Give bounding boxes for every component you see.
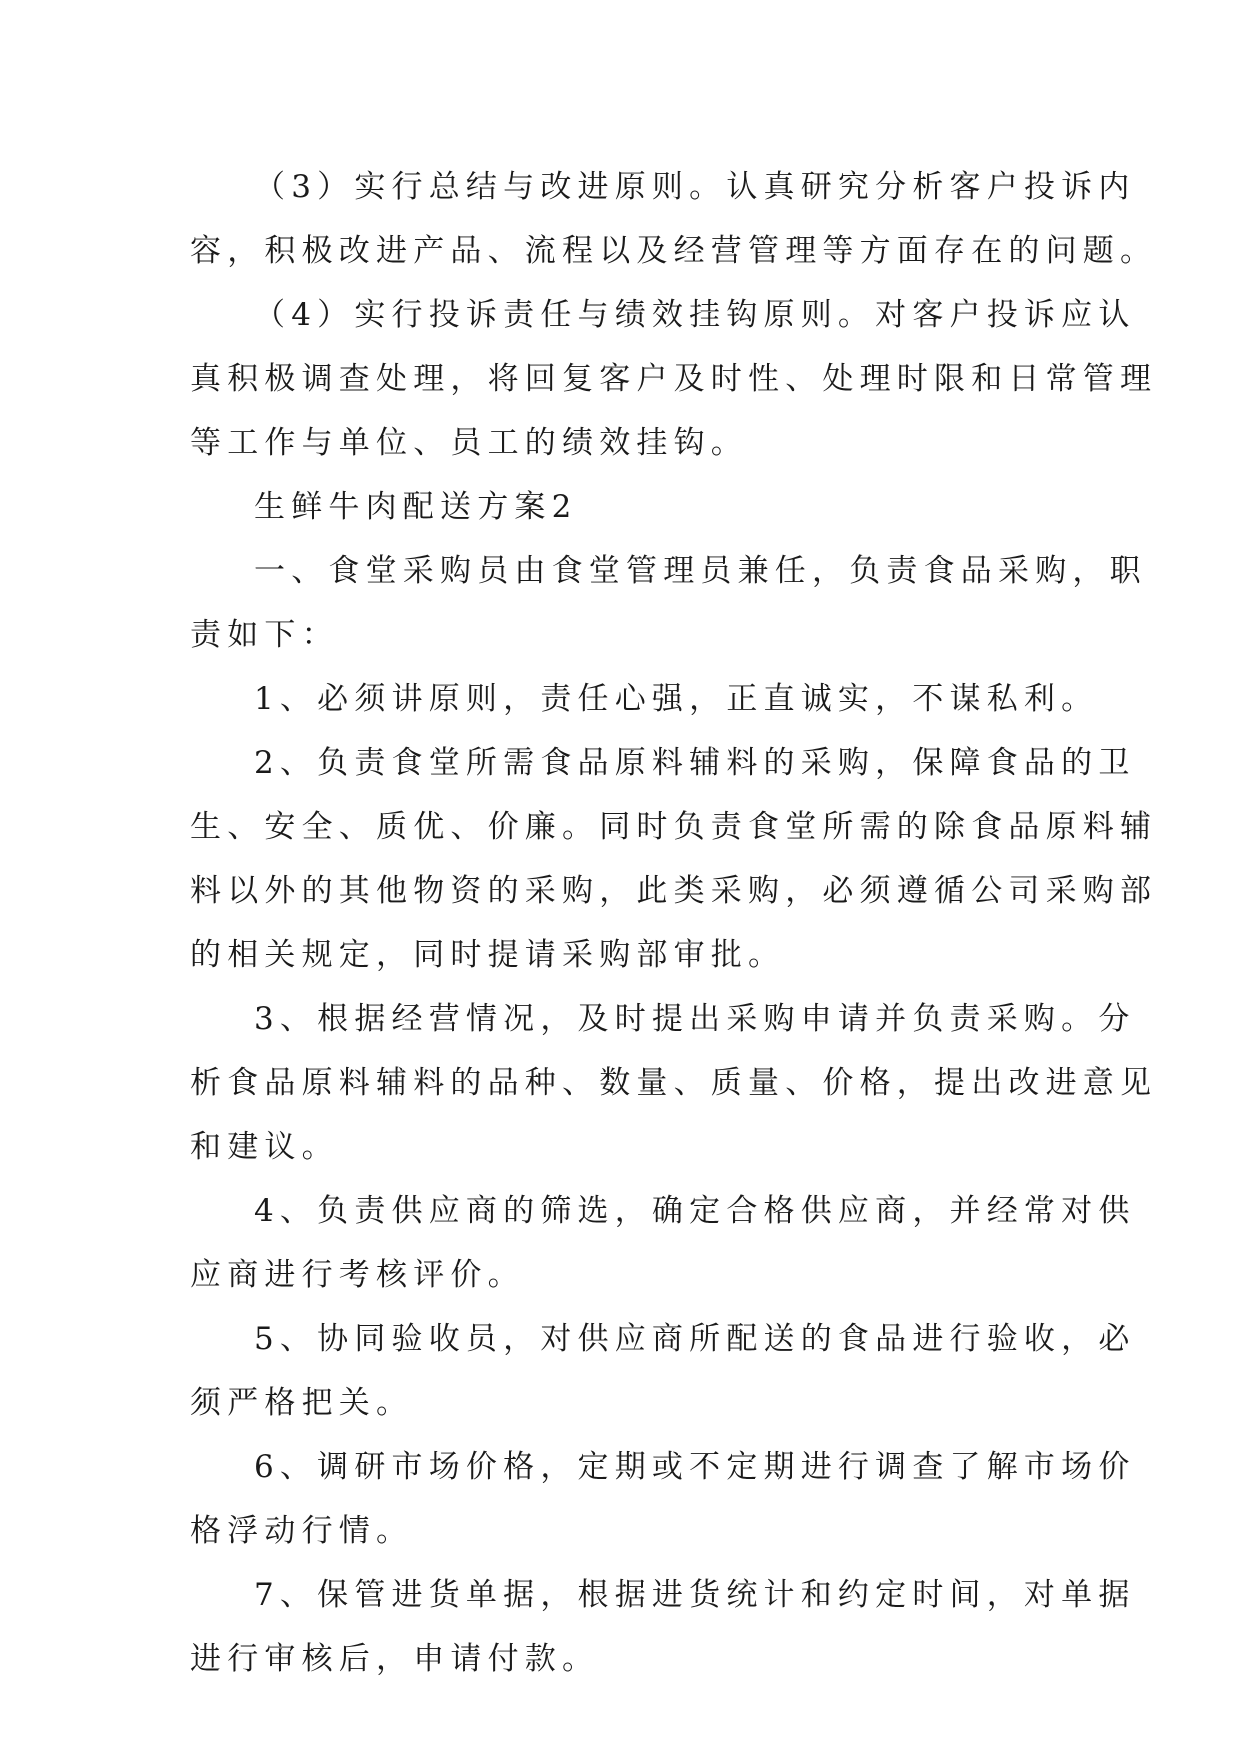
list-item: 3、根据经营情况，及时提出采购申请并负责采购。分 [254,1001,1136,1037]
section-heading: 生鲜牛肉配送方案2 [254,489,578,525]
text-line: 一、食堂采购员由食堂管理员兼任，负责食品采购，职 [254,553,1147,589]
text-line: 料以外的其他物资的采购，此类采购，必须遵循公司采购部 [190,873,1158,909]
text-line: 容，积极改进产品、流程以及经营管理等方面存在的问题。 [190,233,1158,269]
text-line: （3）实行总结与改进原则。认真研究分析客户投诉内 [254,169,1136,205]
list-item: 6、调研市场价格，定期或不定期进行调查了解市场价 [254,1449,1136,1485]
list-item: 4、负责供应商的筛选，确定合格供应商，并经常对供 [254,1193,1136,1229]
text-line: 须严格把关。 [190,1385,414,1421]
text-line: 析食品原料辅料的品种、数量、质量、价格，提出改进意见 [190,1065,1158,1101]
text-line: 格浮动行情。 [190,1513,414,1549]
text-line: （4）实行投诉责任与绩效挂钩原则。对客户投诉应认 [254,297,1136,333]
text-line: 生、安全、质优、价廉。同时负责食堂所需的除食品原料辅 [190,809,1158,845]
text-line: 和建议。 [190,1129,339,1165]
text-line: 真积极调查处理，将回复客户及时性、处理时限和日常管理 [190,361,1158,397]
document-page [190,155,1158,1691]
text-line: 的相关规定，同时提请采购部审批。 [190,937,786,973]
list-item: 1、必须讲原则，责任心强，正直诚实，不谋私利。 [254,681,1099,717]
text-line: 责如下： [190,617,339,653]
list-item: 2、负责食堂所需食品原料辅料的采购，保障食品的卫 [254,745,1136,781]
text-line: 应商进行考核评价。 [190,1257,525,1293]
list-item: 7、保管进货单据，根据进货统计和约定时间，对单据 [254,1577,1136,1613]
list-item: 5、协同验收员，对供应商所配送的食品进行验收，必 [254,1321,1136,1357]
text-line: 等工作与单位、员工的绩效挂钩。 [190,425,748,461]
text-line: 进行审核后，申请付款。 [190,1641,600,1677]
